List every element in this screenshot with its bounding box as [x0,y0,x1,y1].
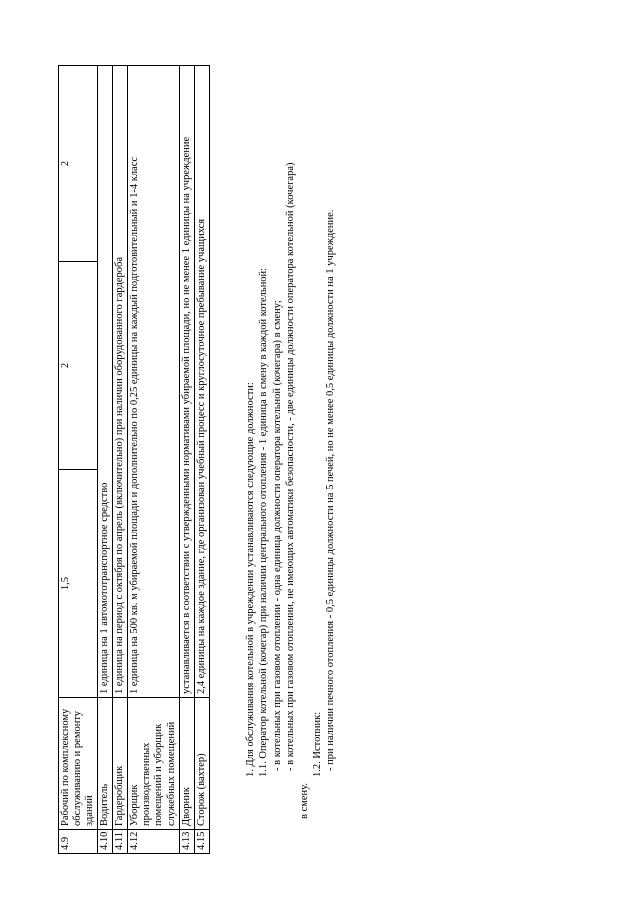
row-number: 4.13 [179,830,194,854]
row-number: 4.15 [194,830,209,854]
row-number: 4.9 [59,830,98,854]
position-name: Водитель [98,698,113,830]
norm-value-b: 2 [59,262,98,470]
position-name: Сторож (вахтер) [194,698,209,830]
notes-section [244,59,338,819]
position-name: Дворник [179,698,194,830]
norm-text: 2,4 единицы на каждое здание, где организован учебный процесс и круглосуточное пребывание учащихся [194,66,209,698]
note-line: - в котельных при газовом отоплении - одна единица должности оператора котельной (кочегара) в смену; [271,300,283,771]
table-row [194,66,209,854]
table-row [113,66,128,854]
norm-text: устанавливается в соответствии с утвержденными нормативами убираемой площади, но не менее 1 единицы на учреждение [179,66,194,698]
row-number: 4.10 [98,830,113,854]
table-row [59,66,98,854]
position-name: Рабочий по комплексному обслуживанию и ремонту зданий [59,698,98,830]
note-line: - в котельных при газовом отоплении, не имеющих автоматики безопасности, - две единицы должности оператора котельной (кочегара) [285,162,297,771]
norm-text: 1 единица на 500 кв. м убираемой площади и дополнительно по 0,25 единицы на каждый подготовительный и 1-4 класс [128,66,179,698]
table-row [98,66,113,854]
row-number: 4.12 [128,830,179,854]
norm-text: 1 единица на 1 автомототранспортное средство [98,66,113,698]
note-line: - при наличии печного отопления - 0,5 единицы должности на 5 печей, но не менее 0,5 единицы должности на 1 учреждение. [325,209,337,771]
position-name: Гардеробщик [113,698,128,830]
norm-value-a: 1,5 [59,470,98,698]
position-name: Уборщик производственных помещений и уборщик служебных помещений [128,698,179,830]
row-number: 4.11 [113,830,128,854]
staffing-table [58,65,210,854]
norm-value-c: 2 [59,66,98,262]
note-line: в смену. [298,783,310,819]
note-line: 1.2. Истопник: [312,711,324,777]
table-row [179,66,194,854]
note-line: 1.1. Оператор котельной (кочегар) при наличии центрального отопления - 1 единица в смену в каждой котельной: [258,267,270,777]
note-line: 1. Для обслуживания котельной в учреждении устанавливаются следующие должности: [245,382,256,777]
table-row [128,66,179,854]
norm-text: 1 единица на период с октября по апрель (включительно) при наличии оборудованного гардероба [113,66,128,698]
